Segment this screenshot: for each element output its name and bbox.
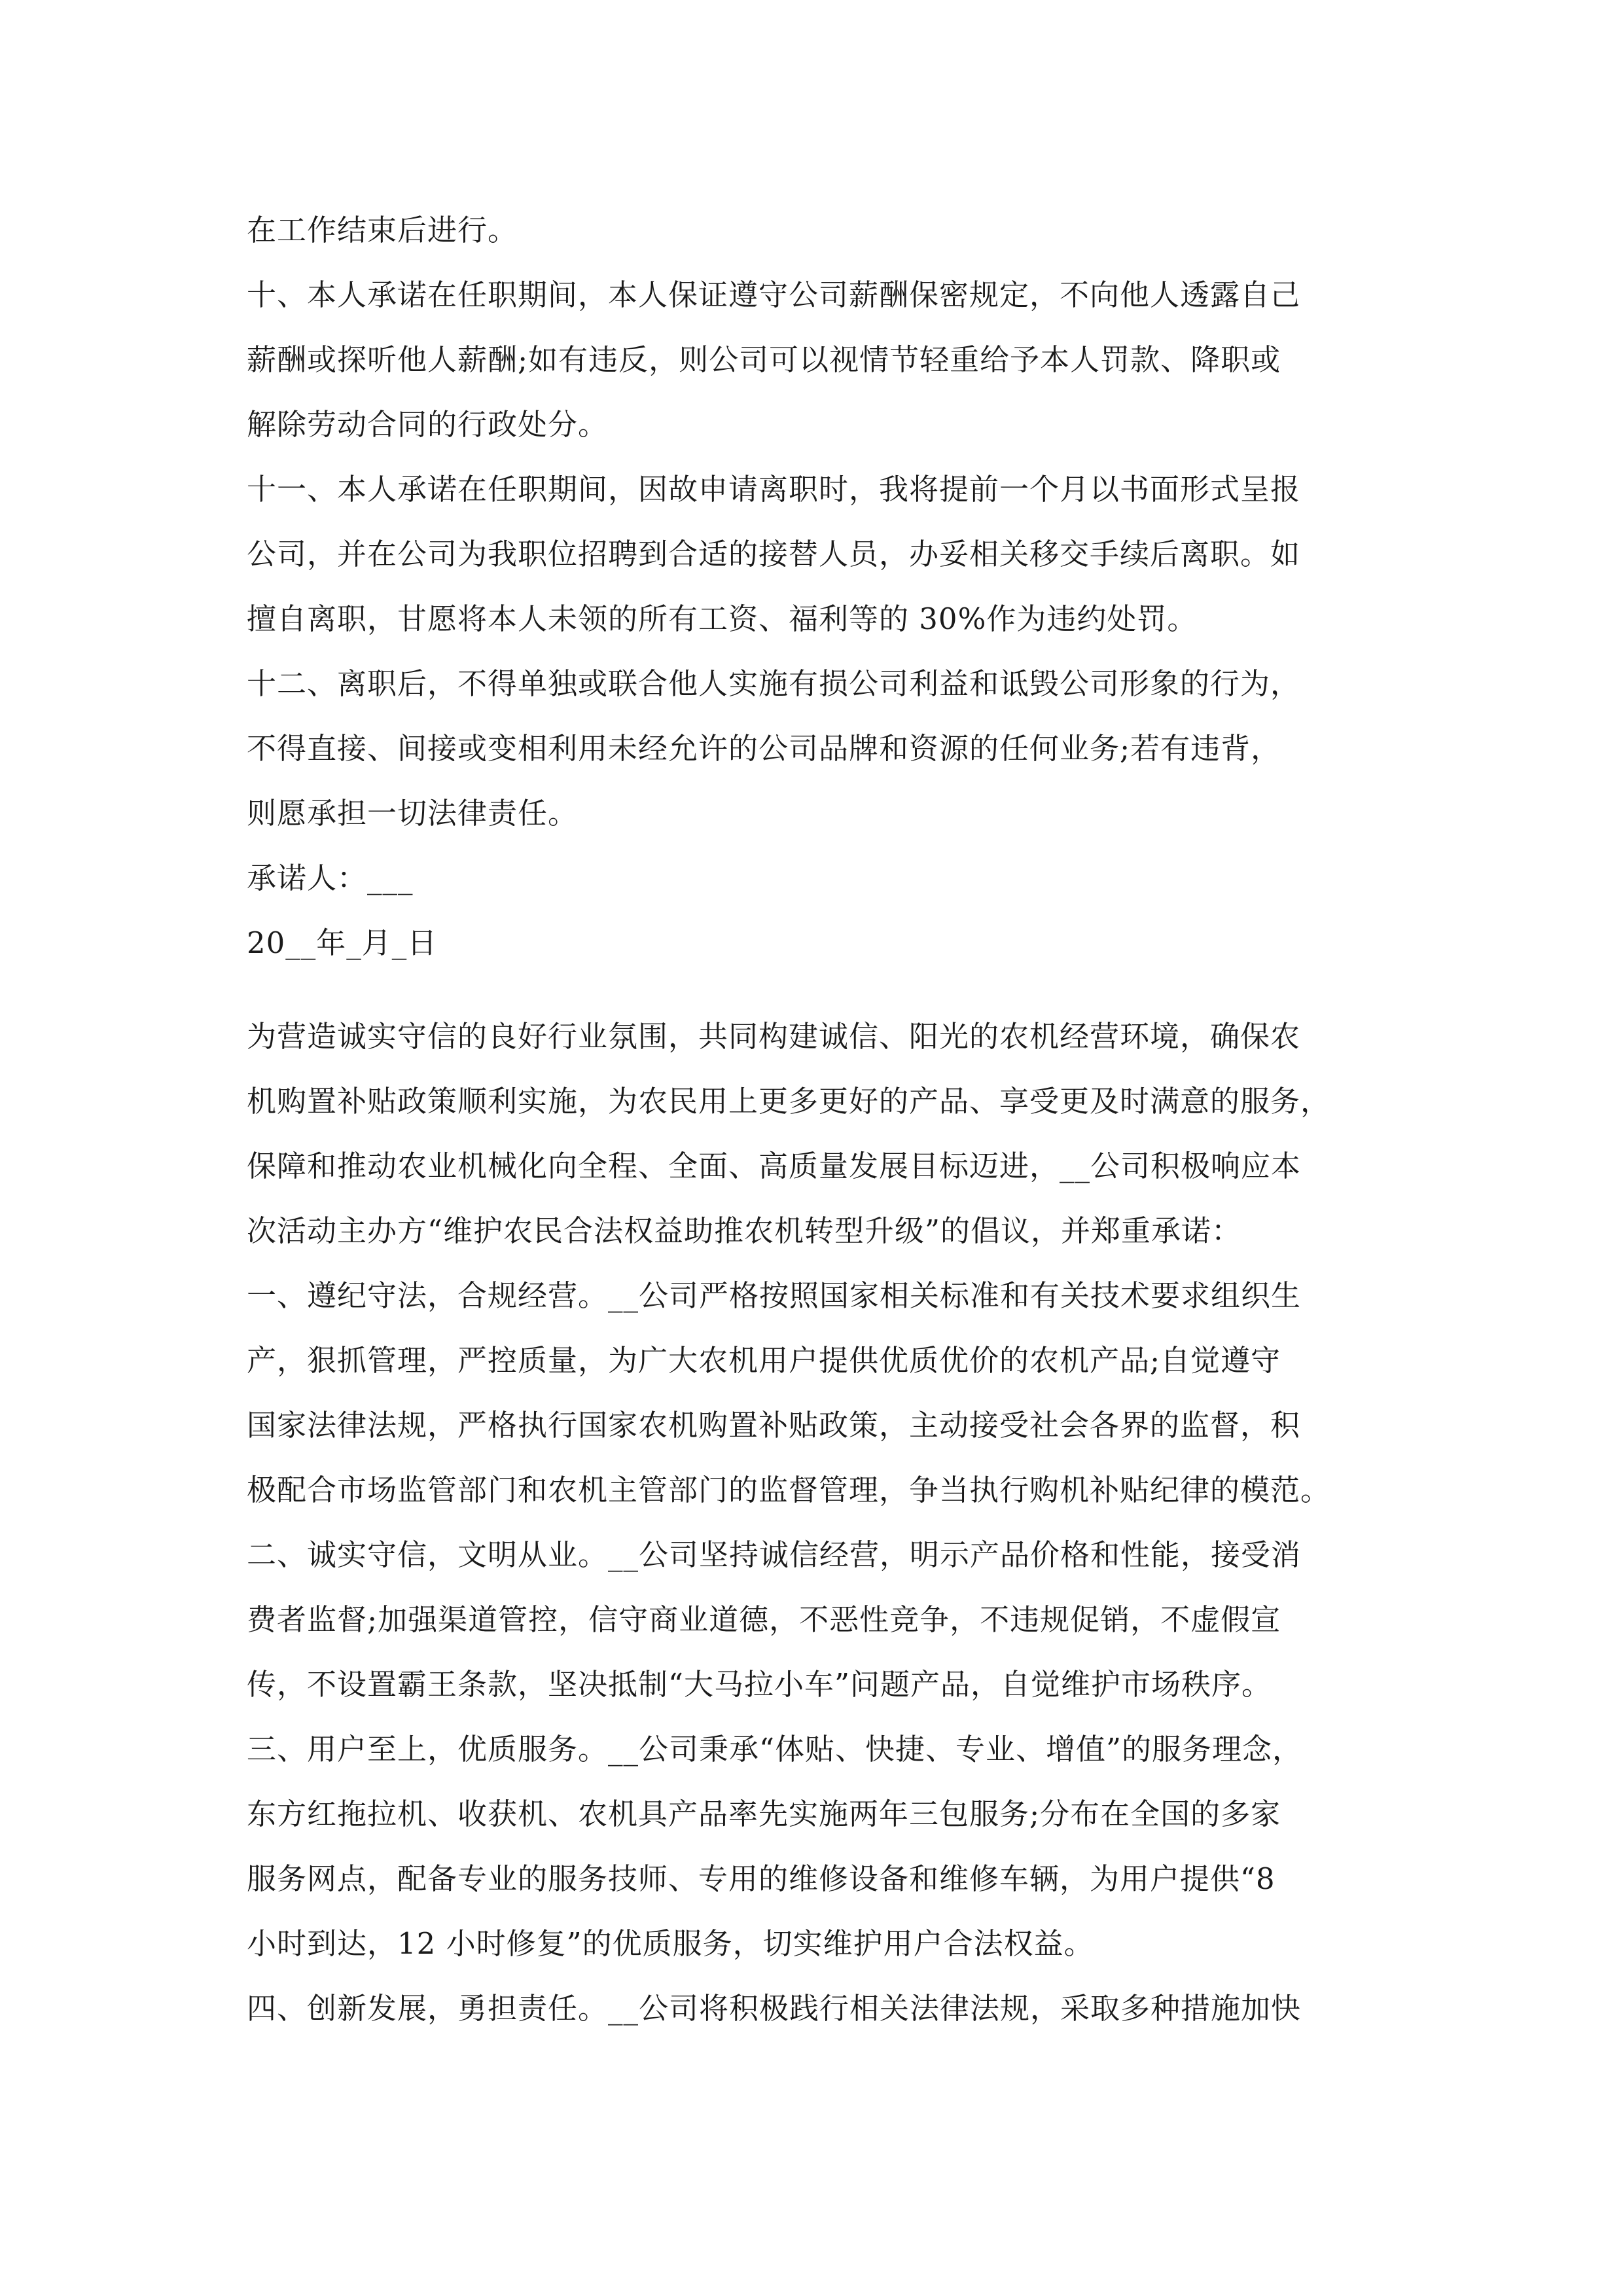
paragraph-line: 十二、离职后，不得单独或联合他人实施有损公司利益和诋毁公司形象的行为， (247, 666, 1301, 701)
paragraph-line: 十、本人承诺在任职期间，本人保证遵守公司薪酬保密规定，不向他人透露自己 (247, 278, 1301, 312)
paragraph-line: 公司，并在公司为我职位招聘到合适的接替人员，办妥相关移交手续后离职。如 (247, 537, 1301, 571)
paragraph-line: 传，不设置霸王条款，坚决抵制“大马拉小车”问题产品，自觉维护市场秩序。 (247, 1667, 1272, 1702)
paragraph-line: 费者监督;加强渠道管控，信守商业道德，不恶性竞争，不违规促销，不虚假宣 (247, 1602, 1281, 1637)
paragraph-line: 十一、本人承诺在任职期间，因故申请离职时，我将提前一个月以书面形式呈报 (247, 472, 1301, 507)
paragraph-line: 国家法律法规，严格执行国家农机购置补贴政策，主动接受社会各界的监督，积 (247, 1408, 1301, 1443)
paragraph-line: 产，狠抓管理，严控质量，为广大农机用户提供优质优价的农机产品;自觉遵守 (247, 1343, 1281, 1378)
paragraph-line: 则愿承担一切法律责任。 (247, 796, 579, 831)
paragraph-line: 不得直接、间接或变相利用未经允许的公司品牌和资源的任何业务;若有违背， (247, 731, 1281, 766)
paragraph-line: 小时到达，12 小时修复”的优质服务，切实维护用户合法权益。 (247, 1926, 1094, 1961)
paragraph-line: 为营造诚实守信的良好行业氛围，共同构建诚信、阳光的农机经营环境，确保农 (247, 1019, 1301, 1054)
commitment-section-two (247, 1004, 1399, 2041)
paragraph-line: 极配合市场监管部门和农机主管部门的监督管理，争当执行购机补贴纪律的模范。 (247, 1473, 1331, 1507)
paragraph-line: 次活动主办方“维护农民合法权益助推农机转型升级”的倡议，并郑重承诺： (247, 1213, 1242, 1248)
paragraph-line: 三、用户至上，优质服务。__公司秉承“体贴、快捷、专业、增值”的服务理念， (247, 1732, 1303, 1767)
paragraph-line: 保障和推动农业机械化向全程、全面、高质量发展目标迈进，__公司积极响应本 (247, 1149, 1302, 1183)
paragraph-line: 二、诚实守信，文明从业。__公司坚持诚信经营，明示产品价格和性能，接受消 (247, 1537, 1302, 1572)
paragraph-line: 一、遵纪守法，合规经营。__公司严格按照国家相关标准和有关技术要求组织生 (247, 1278, 1302, 1313)
paragraph-line: 四、创新发展，勇担责任。__公司将积极践行相关法律法规，采取多种措施加快 (247, 1991, 1302, 2026)
paragraph-line: 薪酬或探听他人薪酬;如有违反，则公司可以视情节轻重给予本人罚款、降职或 (247, 342, 1281, 377)
paragraph-line: 擅自离职，甘愿将本人未领的所有工资、福利等的 30%作为违约处罚。 (247, 601, 1198, 636)
paragraph-line: 服务网点，配备专业的服务技师、专用的维修设备和维修车辆，为用户提供“8 (247, 1861, 1275, 1896)
commitment-section-one (247, 198, 1399, 975)
date-line: 20__年_月_日 (247, 925, 438, 960)
paragraph-line: 东方红拖拉机、收获机、农机具产品率先实施两年三包服务;分布在全国的多家 (247, 1797, 1281, 1831)
paragraph-line: 解除劳动合同的行政处分。 (247, 407, 609, 442)
paragraph-line: 在工作结束后进行。 (247, 213, 518, 247)
signatory-line: 承诺人：___ (247, 861, 414, 895)
paragraph-line: 机购置补贴政策顺利实施，为农民用上更多更好的产品、享受更及时满意的服务， (247, 1084, 1331, 1119)
